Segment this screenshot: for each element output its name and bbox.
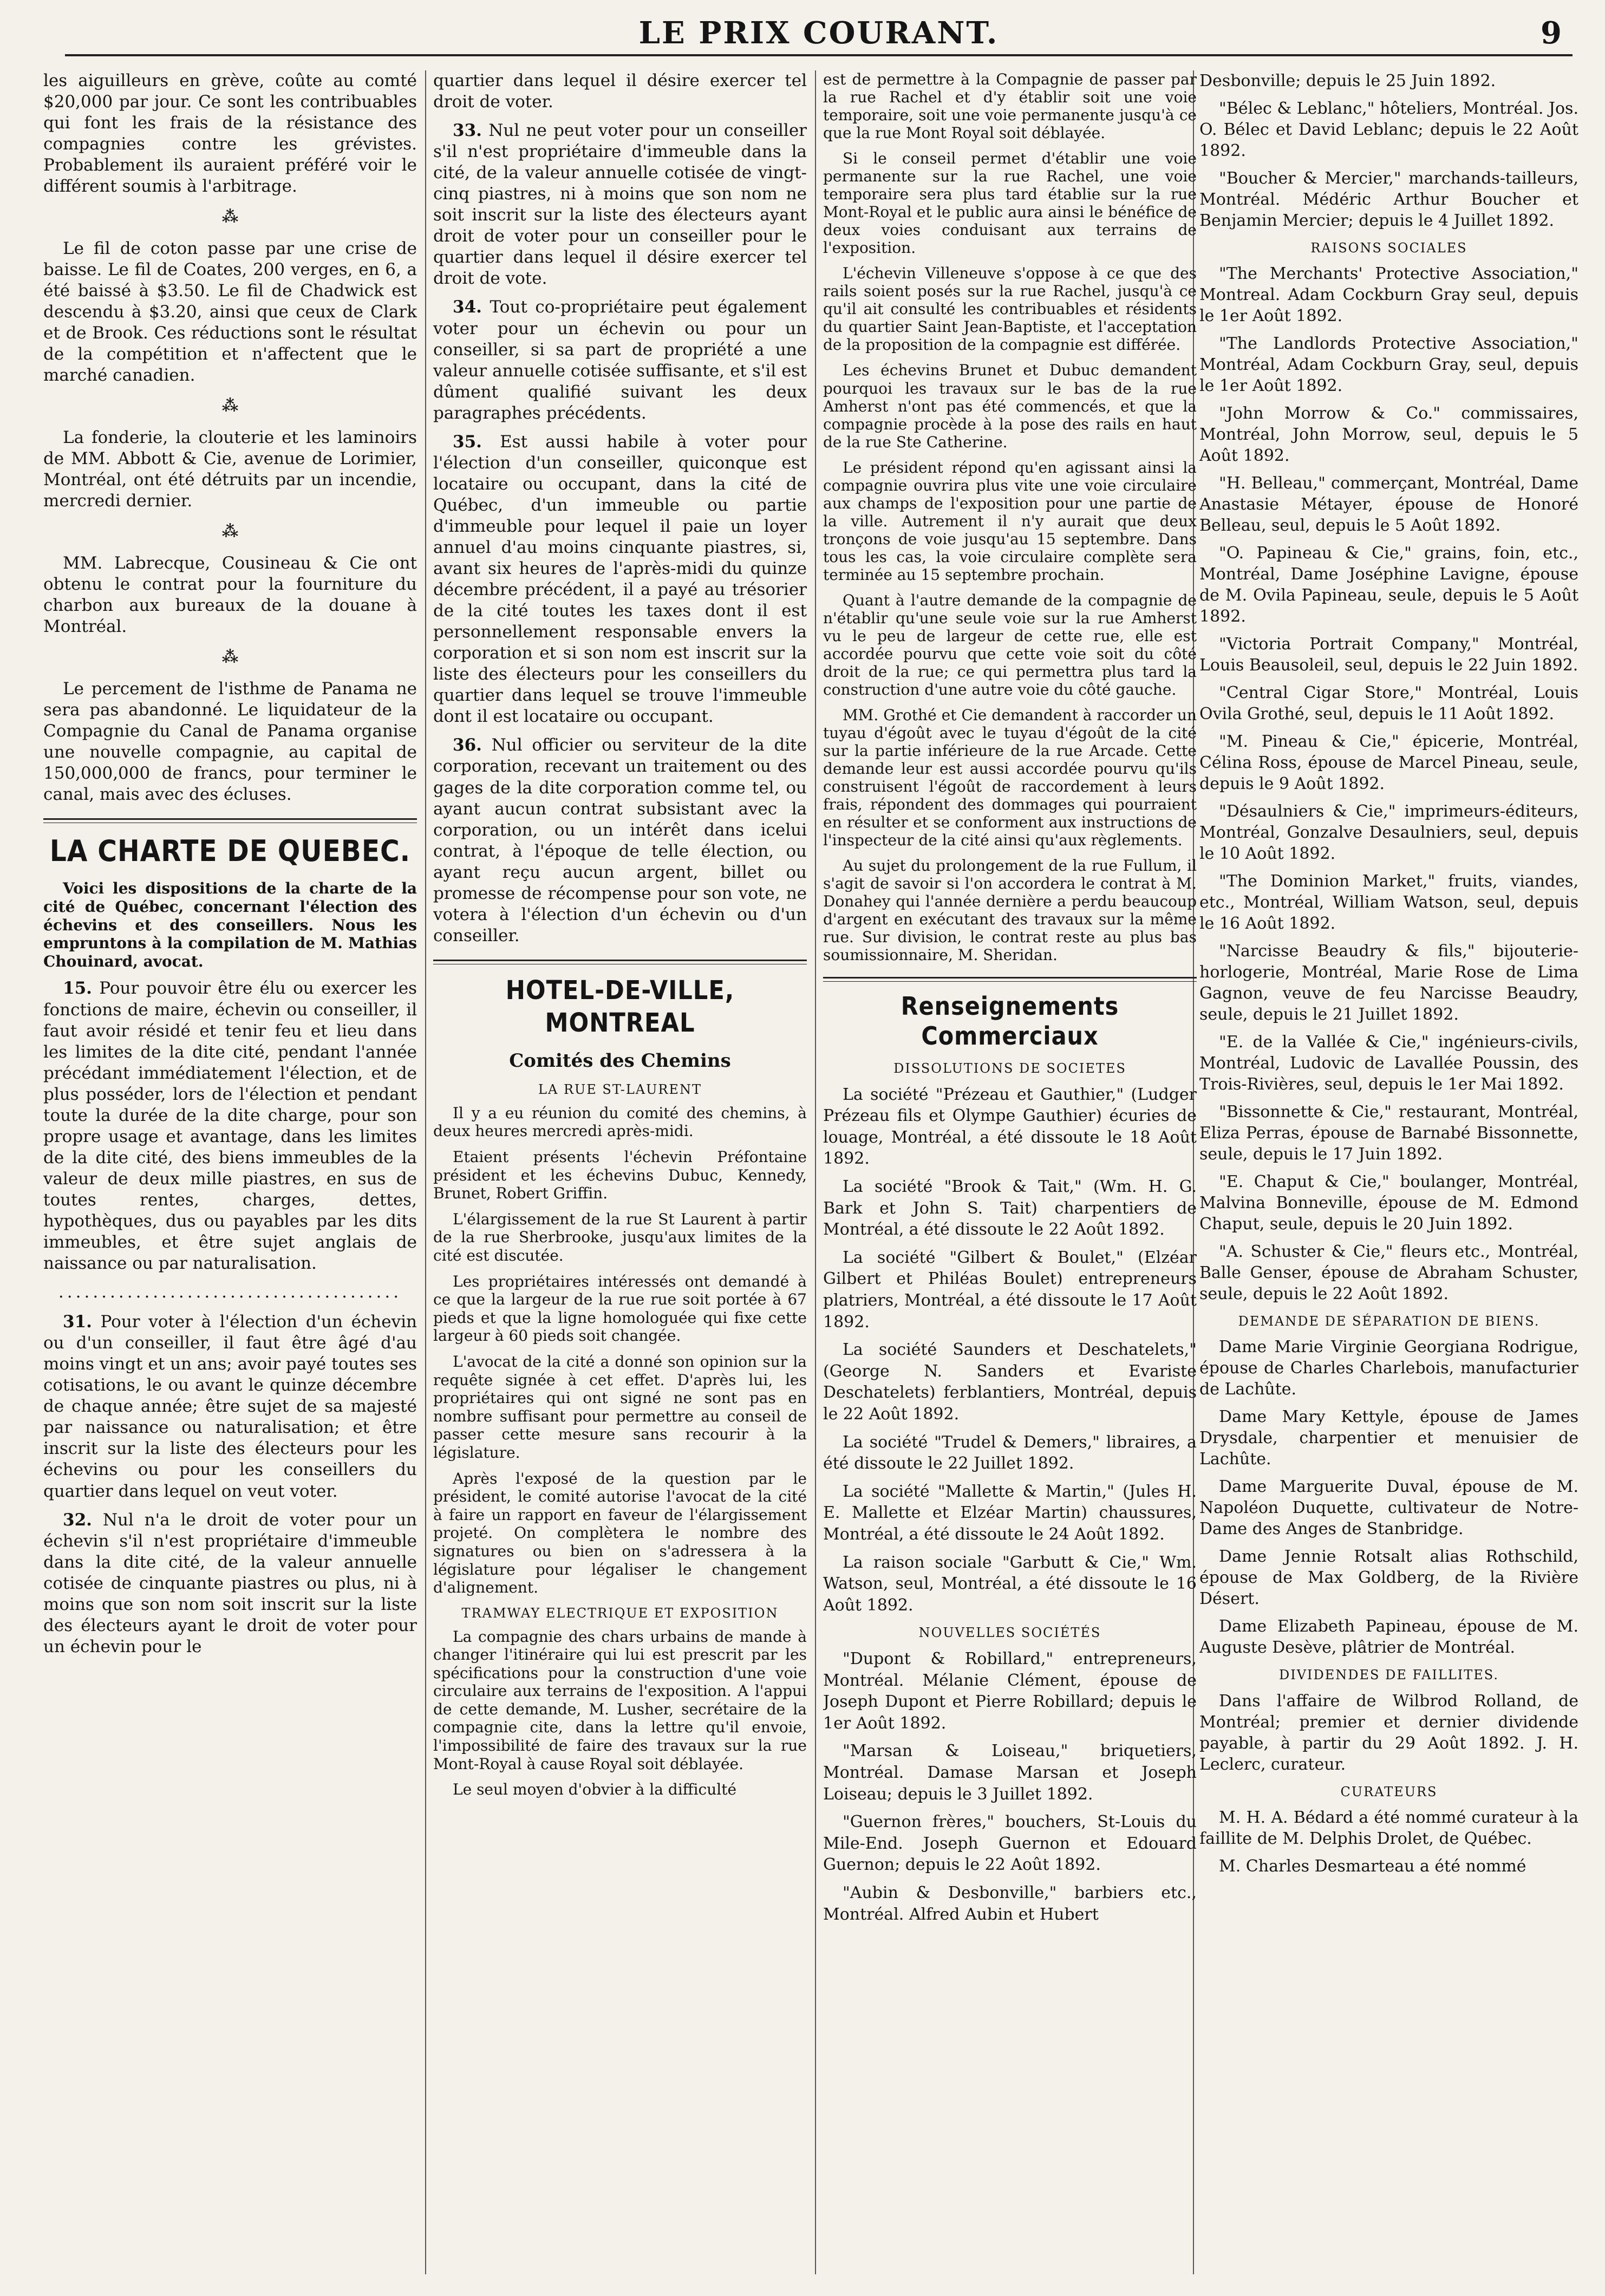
newspaper-title: LE PRIX COURANT.	[638, 15, 999, 51]
list-item: "Guernon frères," bouchers, St-Louis du Mile-End. Joseph Guernon et Edouard Guernon; depuis le 22 Août 1892.	[823, 1812, 1197, 1875]
article-text: Pour voter à l'élection d'un échevin ou d'un conseiller, il faut être âgé d'au moins vingt et un ans; avoir payé toutes ses cotisations, le ou avant le quinze décembre de chaque année; être sujet de sa majesté par naissance ou naturalisation; et être inscrit sur la liste des électeurs pour les échevins ou pour les conseillers du quartier dans lequel on veut voter.	[43, 1312, 417, 1501]
paragraph: les aiguilleurs en grève, coûte au comté $20,000 par jour. Ce sont les contribuables qui font les frais de la résistance des compagnies contre les grévistes. Probablement ils auraient préféré voir le différent soumis à l'arbitrage.	[43, 71, 417, 197]
paragraph: Etaient présents l'échevin Préfontaine président et les échevins Dubuc, Kennedy, Brunet, Robert Griffin.	[433, 1148, 807, 1203]
list-item: Dame Elizabeth Papineau, épouse de M. Auguste Desève, plâtrier de Montréal.	[1199, 1617, 1578, 1658]
paragraph: est de permettre à la Compagnie de passer par la rue Rachel et d'y établir soit une voie temporaire, soit une voie permanente jusqu'à ce que la rue Mont Royal soit déblayée.	[823, 70, 1197, 142]
paragraph: Le percement de l'isthme de Panama ne sera pas abandonné. Le liquidateur de la Compagnie du Canal de Panama organise une nouvelle compagnie, au capital de 150,000,000 de francs, pour terminer le canal, mais avec des écluses.	[43, 679, 417, 805]
list-item: "E. de la Vallée & Cie," ingénieurs-civils, Montréal, Ludovic de Lavallée Poussin, des Trois-Rivières, seul, depuis le 1er Mai 1892.	[1199, 1033, 1578, 1094]
article-number: 15.	[63, 979, 92, 999]
column-1	[43, 70, 417, 2274]
article-number: 33.	[453, 121, 482, 141]
list-item: "John Morrow & Co." commissaires, Montréal, John Morrow, seul, depuis le 5 Août 1892.	[1199, 404, 1578, 466]
subheading: RAISONS SOCIALES	[1310, 240, 1467, 256]
list-item: M. H. A. Bédard a été nommé curateur à la faillite de M. Delphis Drolet, de Québec.	[1199, 1808, 1578, 1848]
section-rule	[43, 818, 417, 823]
paragraph: Le président répond qu'en agissant ainsi la compagnie ouvrira plus vite une voie circulaire aux champs de l'exposition pour une partie de la ville. Autrement il n'y aurait que deux tronçons de voie jusqu'au 15 septembre. Dans tous les cas, la voie circulaire complète sera terminée au 15 septembre prochain.	[823, 458, 1197, 584]
column-2	[433, 70, 807, 2274]
column-3	[823, 70, 1197, 2274]
section-rule	[433, 960, 807, 964]
list-item: "E. Chaput & Cie," boulanger, Montréal, Malvina Bonneville, épouse de M. Edmond Chaput, seule, depuis le 20 Juin 1892.	[1199, 1172, 1578, 1234]
paragraph: Les propriétaires intéressés ont demandé à ce que la largeur de la rue rue soit portée à 67 pieds et que la ligne homologuée qui fixe cette largeur à 60 pieds soit changée.	[433, 1272, 807, 1345]
paragraph: L'avocat de la cité a donné son opinion sur la requête signée à cet effet. D'après lui, les propriétaires qui ont signé ne sont pas en nombre suffisant pour permettre au conseil de passer cette mesure sans recourir à la législature.	[433, 1353, 807, 1462]
paragraph: Les échevins Brunet et Dubuc demandent pourquoi les travaux sur le bas de la rue Amherst n'ont pas été commencés, et que la compagnie procède à la pose des rails en haut de la rue Ste Catherine.	[823, 361, 1197, 451]
list-item: "Victoria Portrait Company," Montréal, Louis Beausoleil, seul, depuis le 22 Juin 1892.	[1199, 635, 1578, 675]
paragraph: MM. Labrecque, Cousineau & Cie ont obtenu le contrat pour la fourniture du charbon aux bureaux de la douane à Montréal.	[43, 553, 417, 637]
paragraph: Le seul moyen d'obvier à la difficulté	[453, 1780, 737, 1799]
paragraph: Le fil de coton passe par une crise de baisse. Le fil de Coates, 200 verges, en 6, a été baissé à $3.50. Le fil de Chadwick est descendu à $3.20, ainsi que ceux de Clark et de Brook. Ces réductions sont le résultat de la compétition et n'affectent que le marché canadien.	[43, 239, 417, 386]
list-item: La société Saunders et Deschatelets," (George N. Sanders et Evariste Deschatelets) ferblantiers, Montréal, depuis le 22 Août 1892.	[823, 1340, 1197, 1424]
list-item: M. Charles Desmarteau a été nommé	[1219, 1856, 1526, 1876]
list-item: Dame Jennie Rotsalt alias Rothschild, épouse de Max Goldberg, de la Rivière Désert.	[1199, 1547, 1578, 1609]
paragraph: Quant à l'autre demande de la compagnie de n'établir qu'une seule voie sur la rue Amherst vu le peu de largeur de cette rue, elle est accordée pourvu que cette voie soit du côté droit de la rue; ce qui permettra plus tard la construction d'une autre voie du côté gauche.	[823, 591, 1197, 699]
article-text: Est aussi habile à voter pour l'élection d'un conseiller, quiconque est locataire ou occupant, dans la cité de Québec, d'un immeuble ou partie d'immeuble pour lequel il paie un loyer annuel d'au moins cinquante piastres, si, avant six heures de l'après-midi du quinze décembre précédent, il a payé au trésorier de la cité toutes les taxes dont il est personnellement responsable envers la corporation et si son nom est inscrit sur la liste des électeurs pour les conseillers du quartier dans lequel se trouve l'immeuble dont il est locataire ou occupant.	[433, 432, 807, 727]
article-number: 31.	[63, 1312, 92, 1332]
list-item: "Dupont & Robillard," entrepreneurs, Montréal. Mélanie Clément, épouse de Joseph Dupont et Pierre Robillard; depuis le 1er Août 1892.	[823, 1649, 1197, 1733]
article-number: 36.	[453, 735, 482, 755]
list-item: Dans l'affaire de Wilbrod Rolland, de Montréal; premier et dernier dividende payable, à partir du 29 Août 1892. J. H. Leclerc, curateur.	[1199, 1691, 1578, 1774]
page-number: 9	[1541, 15, 1562, 51]
article-32	[43, 1510, 417, 1658]
section-title: LA CHARTE DE QUEBEC.	[49, 834, 411, 869]
paragraph: Au sujet du prolongement de la rue Fullum, il s'agit de savoir si l'on accordera le contrat à M. Donahey qui l'année dernière a perdu beaucoup d'argent en exécutant des travaux sur la même rue. Sur division, le contrat reste au plus bas soumissionnaire, M. Sheridan.	[823, 857, 1197, 964]
list-item: "The Dominion Market," fruits, viandes, etc., Montréal, William Watson, seul, depuis le 16 Août 1892.	[1199, 872, 1578, 934]
column-4	[1199, 70, 1578, 2274]
list-item: La société "Gilbert & Boulet," (Elzéar Gilbert et Philéas Boulet) entrepreneurs platriers, Montréal, a été dissoute le 17 Août 1892.	[823, 1248, 1197, 1332]
subheading: NOUVELLES SOCIÉTÉS	[918, 1625, 1101, 1641]
subheading: DEMANDE DE SÉPARATION DE BIENS.	[1238, 1314, 1540, 1329]
list-item: "Aubin & Desbonville," barbiers etc., Montréal. Alfred Aubin et Hubert	[823, 1883, 1197, 1924]
paragraph: MM. Grothé et Cie demandent à raccorder un tuyau d'égoût avec le tuyau d'égoût de la cité sur la partie inférieure de la rue Arcade. Cette demande leur est aussi accordée pourvu qu'ils construisent l'égoût de raccordement à leurs frais, répondent des dommages qui pourraient en résulter et se conforment aux instructions de l'inspecteur de la cité ainsi qu'aux règlements.	[823, 706, 1197, 850]
commercial-body	[823, 1060, 1197, 1925]
subheading: DIVIDENDES DE FAILLITES.	[1279, 1667, 1499, 1683]
column-rule	[425, 70, 426, 2274]
section-intro: Voici les dispositions de la charte de la cité de Québec, concernant l'élection des échevins et des conseillers. Nous les empruntons à la compilation de M. Mathias Chouinard, avocat.	[43, 879, 417, 970]
separator-stars: ⁂	[221, 648, 239, 667]
separator-stars: ⁂	[221, 522, 239, 542]
article-36	[433, 735, 807, 946]
article-35	[433, 432, 807, 728]
article-31	[43, 1312, 417, 1502]
paragraph: L'élargissement de la rue St Laurent à partir de la rue Sherbrooke, jusqu'aux limites de la cité est discutée.	[433, 1210, 807, 1265]
article-text: Nul n'a le droit de voter pour un échevin s'il n'est propriétaire d'immeuble dans la dite cité, de la valeur annuelle cotisée de cinquante piastres ou plus, ni à moins que son nom soit inscrit sur la liste des électeurs ayant le droit de voter pour un échevin pour le	[43, 1510, 417, 1656]
list-item: "Central Cigar Store," Montréal, Louis Ovila Grothé, seul, depuis le 11 Août 1892.	[1199, 683, 1578, 724]
separator-stars: ⁂	[221, 396, 239, 416]
list-item: "M. Pineau & Cie," épicerie, Montréal, Célina Ross, épouse de Marcel Pineau, seule, depuis le 9 Août 1892.	[1199, 732, 1578, 794]
paragraph: Si le conseil permet d'établir une voie permanente sur la rue Rachel, une voie temporaire sera plus tard établie sur la rue Mont-Royal et le public aura ainsi le bénéfice de deux voies conduisant aux terrains de l'exposition.	[823, 149, 1197, 257]
list-item: "The Merchants' Protective Association," Montreal. Adam Cockburn Gray seul, depuis le 1er Août 1892.	[1199, 264, 1578, 326]
list-item: "Narcisse Beaudry & fils," bijouterie-horlogerie, Montréal, Marie Rose de Lima Gagnon, veuve de feu Narcisse Beaudry, seule, depuis le 21 Juillet 1892.	[1199, 942, 1578, 1025]
list-item: La société "Trudel & Demers," libraires, a été dissoute le 22 Juillet 1892.	[823, 1432, 1197, 1473]
section-title: HOTEL-DE-VILLE, MONTREAL	[505, 975, 735, 1039]
article-text: Tout co-propriétaire peut également voter pour un échevin ou pour un conseiller, si sa part de propriété a une valeur annuelle cotisée suffisante, et s'il est dûment qualifié suivant les deux paragraphes précédents.	[433, 297, 807, 423]
article-34	[433, 297, 807, 423]
separator-stars: ⁂	[221, 207, 239, 227]
article-text: Nul ne peut voter pour un conseiller s'il n'est propriétaire d'immeuble dans la cité, de la valeur annuelle cotisée de vingt-cinq piastres, ni à moins que son nom ne soit inscrit sur la liste des électeurs ayant droit de voter pour un conseiller pour le quartier dans lequel il désire exercer tel droit de vote.	[433, 121, 807, 289]
list-item: La société "Mallette & Martin," (Jules H. E. Mallette et Elzéar Martin) chaussures, Montréal, a été dissoute le 24 Août 1892.	[823, 1482, 1197, 1544]
list-item: La société "Brook & Tait," (Wm. H. G. Bark et John S. Tait) charpentiers de Montréal, a été dissoute le 22 Août 1892.	[823, 1177, 1197, 1240]
paragraph: L'échevin Villeneuve s'oppose à ce que des rails soient posés sur la rue Rachel, jusqu'à ce qu'il ait consulté les contribuables et résidents du quartier Saint Jean-Baptiste, et l'acceptation de la proposition de la compagnie est différée.	[823, 264, 1197, 354]
list-item: "Désaulniers & Cie," imprimeurs-éditeurs, Montréal, Gonzalve Desaulniers, seul, depuis le 10 Août 1892.	[1199, 802, 1578, 864]
paragraph: quartier dans lequel il désire exercer tel droit de voter.	[433, 71, 807, 112]
paragraph: Il y a eu réunion du comité des chemins, à deux heures mercredi après-midi.	[433, 1104, 807, 1140]
list-item: "Marsan & Loiseau," briquetiers, Montréal. Damase Marsan et Joseph Loiseau; depuis le 3 Juillet 1892.	[823, 1741, 1197, 1804]
article-number: 34.	[453, 297, 482, 317]
list-item: La société "Prézeau et Gauthier," (Ludger Prézeau fils et Olympe Gauthier) écuries de louage, Montréal, a été dissoute le 18 Août 1892.	[823, 1085, 1197, 1169]
report-body	[433, 1104, 807, 1799]
paragraph: Après l'exposé de la question par le président, le comité autorise l'avocat de la cité à faire un rapport en faveur de l'élargissement projeté. On complètera le nombre des signatures ou bien on s'adressera à la législature pour légaliser le changement d'alignement.	[433, 1469, 807, 1597]
list-item: Dame Marie Virginie Georgiana Rodrigue, épouse de Charles Charlebois, manufacturier de Lachûte.	[1199, 1338, 1578, 1399]
list-item: "Boucher & Mercier," marchands-tailleurs, Montréal. Médéric Arthur Boucher et Benjamin Mercier; depuis le 4 Juillet 1892.	[1199, 169, 1578, 230]
subsection-title: Comités des Chemins	[509, 1049, 731, 1072]
column-rule	[815, 70, 816, 2274]
list-item: "Bissonnette & Cie," restaurant, Montréal, Eliza Perras, épouse de Barnabé Bissonnette, seule, depuis le 17 Juin 1892.	[1199, 1103, 1578, 1164]
section-rule	[823, 977, 1197, 982]
list-item: La raison sociale "Garbutt & Cie," Wm. Watson, seul, Montréal, a été dissoute le 16 Août 1892.	[823, 1553, 1197, 1615]
list-item: "A. Schuster & Cie," fleurs etc., Montréal, Balle Genser, épouse de Abraham Schuster, seule, depuis le 22 Août 1892.	[1199, 1242, 1578, 1304]
list-item: "Bélec & Leblanc," hôteliers, Montréal. Jos. O. Bélec et David Leblanc; depuis le 22 Août 1892.	[1199, 99, 1578, 160]
section-title: Renseignements Commerciaux	[901, 992, 1119, 1051]
list-item: Dame Marguerite Duval, épouse de M. Napoléon Duquette, cultivateur de Notre-Dame des Anges de Stanbridge.	[1199, 1477, 1578, 1539]
paragraph: La compagnie des chars urbains de mande à changer l'itinéraire qui lui est prescrit par les spécifications pour la construction d'une voie circulaire aux terrains de l'exposition. A l'appui de cette demande, M. Lusher, secrétaire de la compagnie cite, dans la lettre qu'il envoie, l'impossibilité de faire des travaux sur la rue Mont-Royal à cause Royal soit déblayée.	[433, 1627, 807, 1773]
paragraph: La fonderie, la clouterie et les laminoirs de MM. Abbott & Cie, avenue de Lorimier, Montréal, ont été détruits par un incendie, mercredi dernier.	[43, 428, 417, 511]
article-15	[43, 978, 417, 1274]
masthead	[65, 11, 1573, 56]
article-33	[433, 120, 807, 289]
subheading: LA RUE ST-LAURENT	[538, 1081, 702, 1097]
article-number: 35.	[453, 432, 482, 452]
article-number: 32.	[63, 1510, 92, 1530]
list-item: Dame Mary Kettyle, épouse de James Drysdale, charpentier et menuisier de Lachûte.	[1199, 1407, 1578, 1469]
list-item: "O. Papineau & Cie," grains, foin, etc., Montréal, Dame Joséphine Lavigne, épouse de M. Ovila Papineau, seule, depuis le 5 Août 1892.	[1199, 544, 1578, 627]
list-item: "H. Belleau," commerçant, Montréal, Dame Anastasie Métayer, épouse de Honoré Belleau, seul, depuis le 5 Août 1892.	[1199, 474, 1578, 536]
article-text: Nul officier ou serviteur de la dite corporation, recevant un traitement ou des gages de la dite corporation comme tel, ou ayant aucun contrat subsistant avec la corporation, ou un intérêt dans icelui contrat, à l'époque de telle élection, ou ayant reçu aucun argent, billet ou promesse de récompense pour son vote, ne votera à l'élection d'un échevin ou d'un conseiller.	[433, 735, 807, 945]
list-item: Desbonville; depuis le 25 Juin 1892.	[1199, 71, 1496, 90]
list-item: "The Landlords Protective Association," Montréal, Adam Cockburn Gray, seul, depuis le 1er Août 1892.	[1199, 334, 1578, 396]
subheading: TRAMWAY ELECTRIQUE ET EXPOSITION	[461, 1605, 779, 1621]
subheading: CURATEURS	[1340, 1784, 1438, 1799]
subheading: DISSOLUTIONS DE SOCIETES	[893, 1061, 1126, 1076]
dotted-separator: ........................................	[58, 1282, 402, 1302]
article-text: Pour pouvoir être élu ou exercer les fonctions de maire, échevin ou conseiller, il faut avoir résidé et tenir feu et lieu dans les limites de la dite cité, pendant l'année précédant immédiatement l'élection, et de plus posséder, lors de l'élection et pendant toute la durée de la dite charge, pour son propre usage et avantage, dans les limites de la dite cité, des biens immeubles de la valeur de deux mille piastres, en sus de toutes rentes, charges, dettes, hypothèques, dus ou payables par les dits immeubles, et être sujet anglais de naissance ou par naturalisation.	[43, 979, 417, 1274]
